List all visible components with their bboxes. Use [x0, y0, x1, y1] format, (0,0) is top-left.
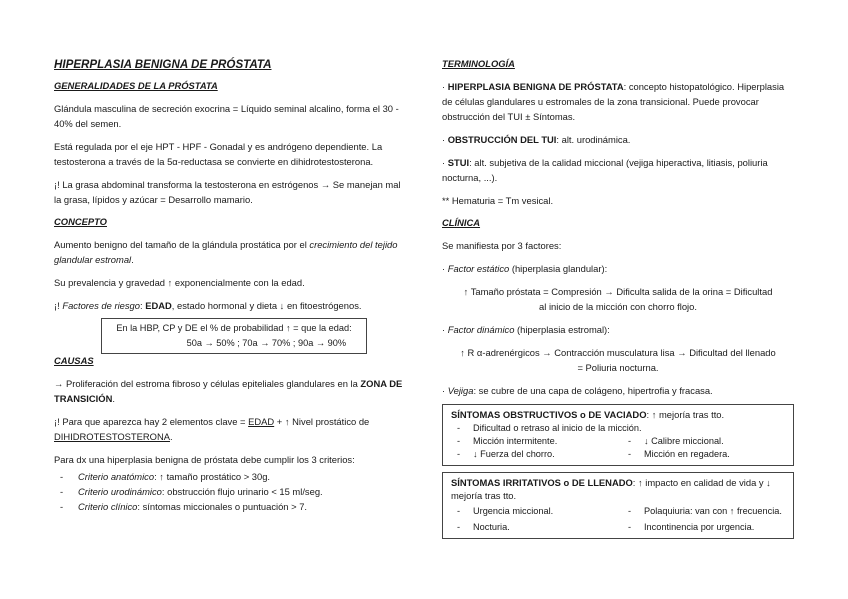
box-line-1: En la HBP, CP y DE el % de probabilidad ↑ = que la edad: [116, 323, 352, 333]
paragraph-generalidades-2: Está regulada por el eje HPT - HPF - Gonadal y es andrógeno dependiente. La testosterona a través de la 5α-reductasa se convierte en dihidrotestosterona. [54, 141, 383, 167]
factor-estatico-line-2: al inicio de la micción con chorro flojo. [539, 301, 697, 312]
list-item: - ↓ Fuerza del chorro. [451, 448, 614, 461]
paragraph-generalidades-3: ¡! La grasa abdominal transforma la testosterona en estrógenos → Se manejan mal la grasa, lípidos y azúcar = Desarrollo mamario. [54, 179, 401, 205]
paragraph-concepto-1: Aumento benigno del tamaño de la glándula prostática por el crecimiento del tejido glandular estromal. [54, 239, 398, 265]
heading-generalidades: GENERALIDADES DE LA PRÓSTATA [54, 80, 218, 91]
factor-dinamico: · Factor dinámico (hiperplasia estromal): [442, 324, 610, 335]
paragraph-causas-3: Para dx una hiperplasia benigna de próstata debe cumplir los 3 criterios: [54, 454, 355, 465]
paragraph-causas-1: → Proliferación del estroma fibroso y células epiteliales glandulares en la ZONA DE TRANSICIÓN. [54, 378, 403, 404]
list-item: - Incontinencia por urgencia. [622, 521, 785, 534]
list-item: - Criterio anatómico: ↑ tamaño prostático > 30g. [54, 469, 409, 484]
heading-concepto: CONCEPTO [54, 216, 107, 227]
term-obstruccion: · OBSTRUCCIÓN DEL TUI: alt. urodinámica. [442, 134, 631, 145]
list-item: - Criterio urodinámico: obstrucción flujo urinario < 15 ml/seg. [54, 484, 409, 499]
irritative-symptoms-heading: SÍNTOMAS IRRITATIVOS o DE LLENADO: ↑ impacto en calidad de vida y ↓ mejoría tras tto. [451, 477, 771, 501]
obstructive-symptoms-list [451, 422, 785, 461]
paragraph-concepto-2: Su prevalencia y gravedad ↑ exponencialmente con la edad. [54, 277, 305, 288]
heading-terminologia: TERMINOLOGÍA [442, 58, 515, 69]
box-line-2: 50a → 50% ; 70a → 70% ; 90a → 90% [186, 338, 346, 348]
factor-estatico-line-1: ↑ Tamaño próstata = Compresión → Dificulta salida de la orina = Dificultad [463, 286, 773, 297]
list-item: - Micción en regadera. [622, 448, 785, 461]
list-item: - Nocturia. [451, 521, 614, 534]
term-hematuria: ** Hematuria = Tm vesical. [442, 195, 554, 206]
list-item: - Dificultad o retraso al inicio de la micción. [451, 422, 785, 435]
criterios-list [54, 469, 409, 514]
list-item: - ↓ Calibre miccional. [622, 435, 785, 448]
paragraph-concepto-3: ¡! Factores de riesgo: EDAD, estado hormonal y dieta ↓ en fitoestrógenos. [54, 300, 362, 311]
irritative-symptoms-box [442, 472, 794, 539]
factor-estatico: · Factor estático (hiperplasia glandular): [442, 263, 608, 274]
heading-causas: CAUSAS [54, 355, 94, 366]
list-item: - Micción intermitente. [451, 435, 614, 448]
list-item: - Polaquiuria: van con ↑ frecuencia. [622, 505, 785, 518]
paragraph-causas-2: ¡! Para que aparezca hay 2 elementos clave = EDAD + ↑ Nivel prostático de DIHIDROTESTOSTERONA. [54, 416, 370, 442]
obstructive-symptoms-heading: SÍNTOMAS OBSTRUCTIVOS o DE VACIADO: ↑ mejoría tras tto. [451, 409, 725, 420]
right-column [442, 57, 794, 539]
heading-clinica: CLÍNICA [442, 217, 481, 228]
age-probability-box [101, 318, 367, 354]
list-item: - Criterio clínico: síntomas miccionales o puntuación > 7. [54, 499, 409, 514]
term-hbp: · HIPERPLASIA BENIGNA DE PRÓSTATA: concepto histopatológico. Hiperplasia de células glandulares u estromales de la zona transicional. Puede provocar obstrucción del TUI ± Síntomas. [442, 81, 785, 122]
factor-dinamico-line-2: = Poliuria nocturna. [577, 362, 659, 373]
list-item: - Urgencia miccional. [451, 505, 614, 518]
factor-vejiga: · Vejiga: se cubre de una capa de colágeno, hipertrofia y fracasa. [442, 385, 713, 396]
clinica-intro: Se manifiesta por 3 factores: [442, 240, 562, 251]
term-stui: · STUI: alt. subjetiva de la calidad miccional (vejiga hiperactiva, litiasis, poliuria nocturna, ...). [442, 157, 768, 183]
irritative-symptoms-list [451, 505, 785, 534]
document-title: HIPERPLASIA BENIGNA DE PRÓSTATA [54, 58, 272, 71]
left-column [54, 57, 409, 514]
factor-dinamico-line-1: ↑ R α-adrenérgicos → Contracción musculatura lisa → Dificultad del llenado [460, 347, 776, 358]
obstructive-symptoms-box [442, 404, 794, 466]
paragraph-generalidades-1: Glándula masculina de secreción exocrina = Líquido seminal alcalino, forma el 30 - 40% del semen. [54, 103, 399, 129]
